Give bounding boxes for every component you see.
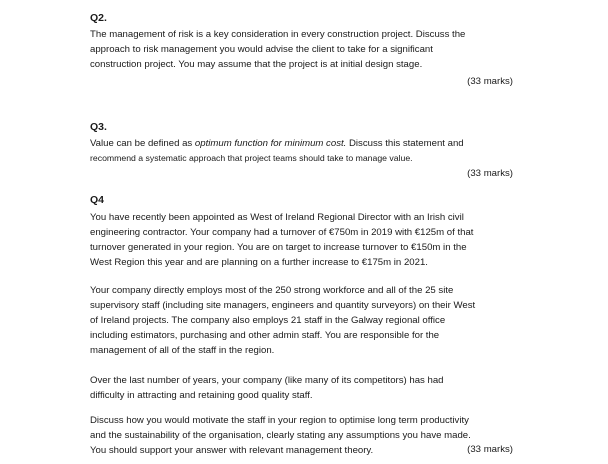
q4-p1-line-4: West Region this year and are planning on a further increase to €175m in 2021. — [90, 257, 428, 268]
q3-heading: Q3. — [90, 121, 107, 133]
q4-p2-line-4: including estimators, purchasing and other admin staff. You are responsible for the — [90, 330, 440, 341]
q4-paragraph-1 — [90, 210, 530, 270]
q3-line-1-prefix: Value can be defined as — [90, 138, 195, 149]
q4-marks: (33 marks) — [467, 444, 513, 455]
q4-paragraph-4 — [90, 413, 530, 458]
q2-body — [90, 27, 530, 72]
q4-p3-line-1: Over the last number of years, your company (like many of its competitors) has had — [90, 375, 444, 386]
q4-p4-line-3: You should support your answer with relevant management theory. — [90, 445, 374, 456]
q2-heading: Q2. — [90, 12, 107, 24]
q4-p2-line-1: Your company directly employs most of the 250 strong workforce and all of the 25 site — [90, 285, 454, 296]
q3-line-2: recommend a systematic approach that project teams should take to manage value. — [90, 153, 413, 163]
q4-p1-line-3: turnover generated in your region. You are on target to increase turnover to €150m in the — [90, 242, 467, 253]
q4-heading: Q4 — [90, 194, 105, 206]
q2-line-3: construction project. You may assume that the project is at initial design stage. — [90, 59, 423, 70]
q4-paragraph-3 — [90, 373, 530, 403]
q4-p2-line-5: management of all of the staff in the region. — [90, 345, 275, 356]
q4-p1-line-1: You have recently been appointed as West of Ireland Regional Director with an Irish civil — [90, 212, 464, 223]
q4-paragraph-2 — [90, 283, 530, 358]
q2-line-2: approach to risk management you would advise the client to take for a significant — [90, 44, 433, 55]
q2-line-1: The management of risk is a key consideration in every construction project. Discuss the — [90, 29, 466, 40]
q3-marks: (33 marks) — [467, 168, 513, 179]
q4-p2-line-2: supervisory staff (including site managers, engineers and quantity surveyors) on their West — [90, 300, 476, 311]
q3-definition: optimum function for minimum cost. — [194, 138, 347, 149]
q4-p2-line-3: of Ireland projects. The company also employs 21 staff in the Galway regional office — [90, 315, 446, 326]
q2-marks: (33 marks) — [467, 76, 513, 87]
q4-p1-line-2: engineering contractor. Your company had a turnover of €750m in 2019 with €125m of that — [90, 227, 474, 238]
q3-body — [90, 136, 530, 166]
q4-p3-line-2: difficulty in attracting and retaining good quality staff. — [90, 390, 313, 401]
q4-p4-line-2: and the sustainability of the organisation, clearly stating any assumptions you have made. — [90, 430, 471, 441]
q3-line-1-suffix: Discuss this statement and — [346, 138, 464, 149]
q3-line-1 — [90, 136, 530, 151]
q4-p4-line-1: Discuss how you would motivate the staff in your region to optimise long term productivity — [90, 415, 469, 426]
